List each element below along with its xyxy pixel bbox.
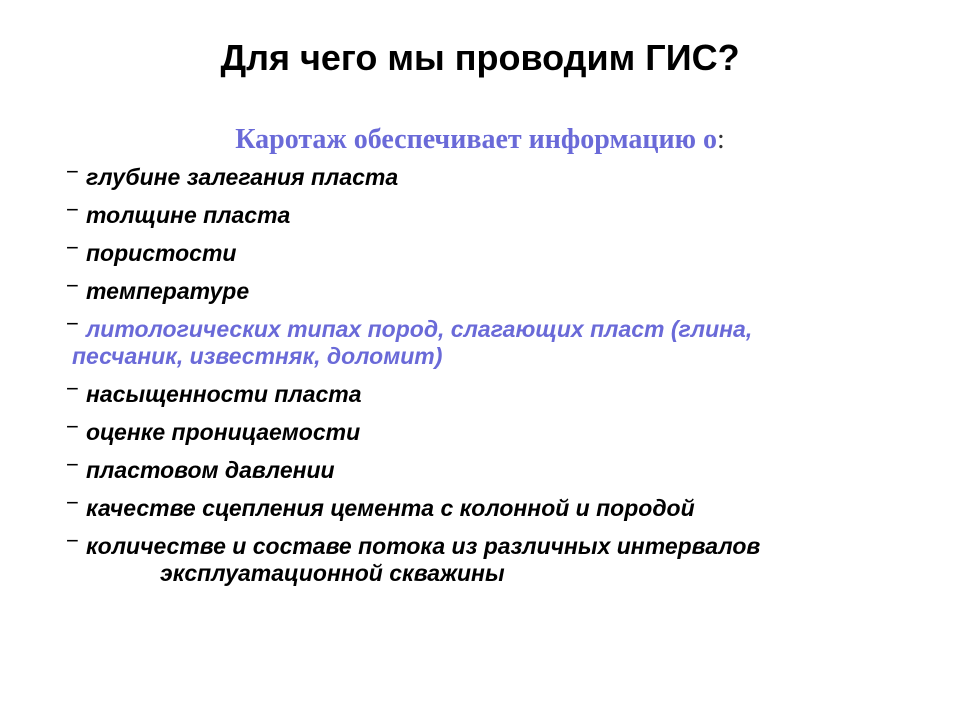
list-item <box>66 414 926 446</box>
list-item <box>66 273 926 305</box>
list-item-text: глубине залегания пласта <box>86 164 399 190</box>
list-item-text: пористости <box>86 240 237 266</box>
dash-bullet: − <box>66 414 79 439</box>
list-item <box>66 376 926 408</box>
dash-bullet: − <box>66 528 79 553</box>
info-list <box>66 159 926 598</box>
dash-bullet: − <box>66 376 79 401</box>
dash-bullet: − <box>66 311 79 336</box>
list-item-text: оценке проницаемости <box>86 419 361 445</box>
list-item <box>66 159 926 191</box>
dash-bullet: − <box>66 159 79 184</box>
dash-bullet: − <box>66 452 79 477</box>
dash-bullet: − <box>66 235 79 260</box>
list-item-text: температуре <box>86 278 250 304</box>
list-item-text: насыщенности пласта <box>86 381 362 407</box>
list-item-text: количестве и составе потока из различных интервалов <box>86 533 761 559</box>
slide-title: Для чего мы проводим ГИС? <box>220 37 740 78</box>
subtitle-text: Каротаж обеспечивает информацию о <box>235 124 717 155</box>
list-item <box>66 528 926 587</box>
dash-bullet: − <box>66 490 79 515</box>
list-item-continuation: эксплуатационной скважины <box>160 560 505 586</box>
list-item-text: литологических типах пород, слагающих пласт (глина, <box>86 316 753 342</box>
list-item <box>66 490 926 522</box>
list-item-continuation: песчаник, известняк, доломит) <box>72 343 443 369</box>
list-item <box>66 452 926 484</box>
list-item-text: толщине пласта <box>86 202 291 228</box>
dash-bullet: − <box>66 273 79 298</box>
dash-bullet: − <box>66 197 79 222</box>
list-item-text: пластовом давлении <box>86 457 335 483</box>
slide-subtitle <box>0 122 960 158</box>
subtitle-colon: : <box>717 124 725 155</box>
list-item-text: качестве сцепления цемента с колонной и породой <box>86 495 695 521</box>
list-item <box>66 197 926 229</box>
list-item-highlighted <box>66 311 926 370</box>
list-item <box>66 235 926 267</box>
